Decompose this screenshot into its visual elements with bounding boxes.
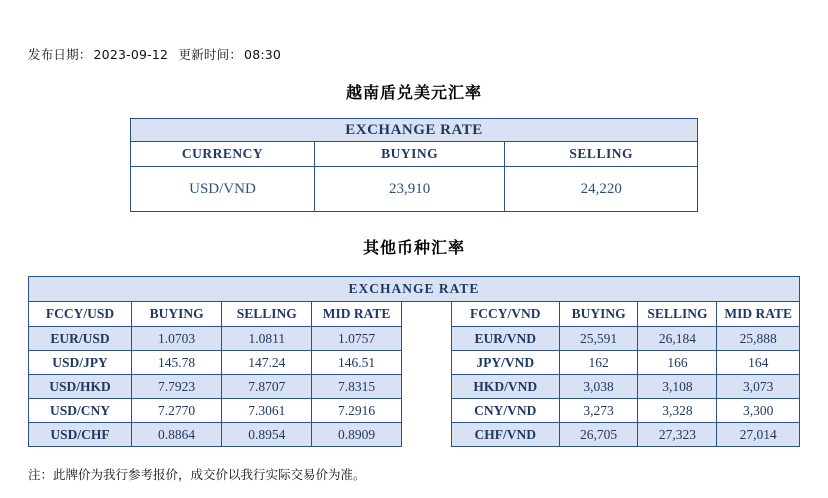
row0-right-mid: 25,888 [717,327,800,351]
usd-col-buying: BUYING [314,142,504,167]
other-header-row [29,302,800,327]
row1-left-buying: 145.78 [132,351,222,375]
row4-left-ccy: USD/CHF [29,423,132,447]
row1-right-mid: 164 [717,351,800,375]
column-spacer [401,302,451,327]
row1-right-selling: 166 [638,351,717,375]
right-col-fccy-vnd: FCCY/VND [451,302,559,327]
other-currencies-table-wrap [28,276,800,447]
row0-right-ccy: EUR/VND [451,327,559,351]
row4-left-buying: 0.8864 [132,423,222,447]
row1-right-buying: 162 [559,351,638,375]
row2-left-ccy: USD/HKD [29,375,132,399]
publish-info [28,45,283,63]
other-main-header: EXCHANGE RATE [29,277,800,302]
table-row [29,375,800,399]
column-spacer [401,375,451,399]
usd-row-selling: 24,220 [505,167,698,212]
usd-table-main-header: EXCHANGE RATE [131,119,698,142]
right-col-buying: BUYING [559,302,638,327]
other-section-title: 其他币种汇率 [362,238,465,257]
row0-right-selling: 26,184 [638,327,717,351]
publish-date-label: 发布日期： [28,47,92,62]
row0-left-ccy: EUR/USD [29,327,132,351]
table-row [29,351,800,375]
row3-right-mid: 3,300 [717,399,800,423]
table-row [29,327,800,351]
update-time-label: 更新时间： [178,47,243,62]
table-row [29,423,800,447]
row4-left-mid: 0.8909 [312,423,401,447]
row2-right-mid: 3,073 [717,375,800,399]
row0-left-buying: 1.0703 [132,327,222,351]
row3-left-ccy: USD/CNY [29,399,132,423]
row1-left-selling: 147.24 [222,351,312,375]
row2-right-buying: 3,038 [559,375,638,399]
row1-left-mid: 146.51 [312,351,401,375]
row1-right-ccy: JPY/VND [451,351,559,375]
row3-left-buying: 7.2770 [132,399,222,423]
footnote: 注：此牌价为我行参考报价，成交价以我行实际交易价为准。 [28,467,366,482]
table-row [29,399,800,423]
row3-right-ccy: CNY/VND [451,399,559,423]
row4-left-selling: 0.8954 [222,423,312,447]
usd-col-selling: SELLING [505,142,698,167]
usd-section-title: 越南盾兑美元汇率 [345,83,482,102]
usd-table-header-row [131,142,698,167]
table-row [131,167,698,212]
left-col-buying: BUYING [132,302,222,327]
left-col-fccy-usd: FCCY/USD [29,302,132,327]
row2-right-selling: 3,108 [638,375,717,399]
row3-left-mid: 7.2916 [312,399,401,423]
right-col-mid-rate: MID RATE [717,302,800,327]
column-spacer [401,399,451,423]
row2-left-mid: 7.8315 [312,375,401,399]
row2-left-buying: 7.7923 [132,375,222,399]
update-time-value: 08:30 [244,47,282,62]
row1-left-ccy: USD/JPY [29,351,132,375]
row4-right-ccy: CHF/VND [451,423,559,447]
row3-right-buying: 3,273 [559,399,638,423]
row2-right-ccy: HKD/VND [451,375,559,399]
column-spacer [401,423,451,447]
row0-left-mid: 1.0757 [312,327,401,351]
left-col-mid-rate: MID RATE [312,302,401,327]
column-spacer [401,327,451,351]
row4-right-buying: 26,705 [559,423,638,447]
other-currencies-rate-table [28,276,800,447]
other-main-header-row [29,277,800,302]
usd-row-buying: 23,910 [314,167,504,212]
usd-row-currency: USD/VND [131,167,315,212]
left-col-selling: SELLING [222,302,312,327]
row4-right-selling: 27,323 [638,423,717,447]
right-col-selling: SELLING [638,302,717,327]
usd-col-currency: CURRENCY [131,142,315,167]
row2-left-selling: 7.8707 [222,375,312,399]
usd-table-main-header-row [131,119,698,142]
usd-vnd-rate-table [130,118,698,212]
row4-right-mid: 27,014 [717,423,800,447]
row3-right-selling: 3,328 [638,399,717,423]
row0-left-selling: 1.0811 [222,327,312,351]
row0-right-buying: 25,591 [559,327,638,351]
row3-left-selling: 7.3061 [222,399,312,423]
column-spacer [401,351,451,375]
publish-date-value: 2023-09-12 [93,47,169,62]
